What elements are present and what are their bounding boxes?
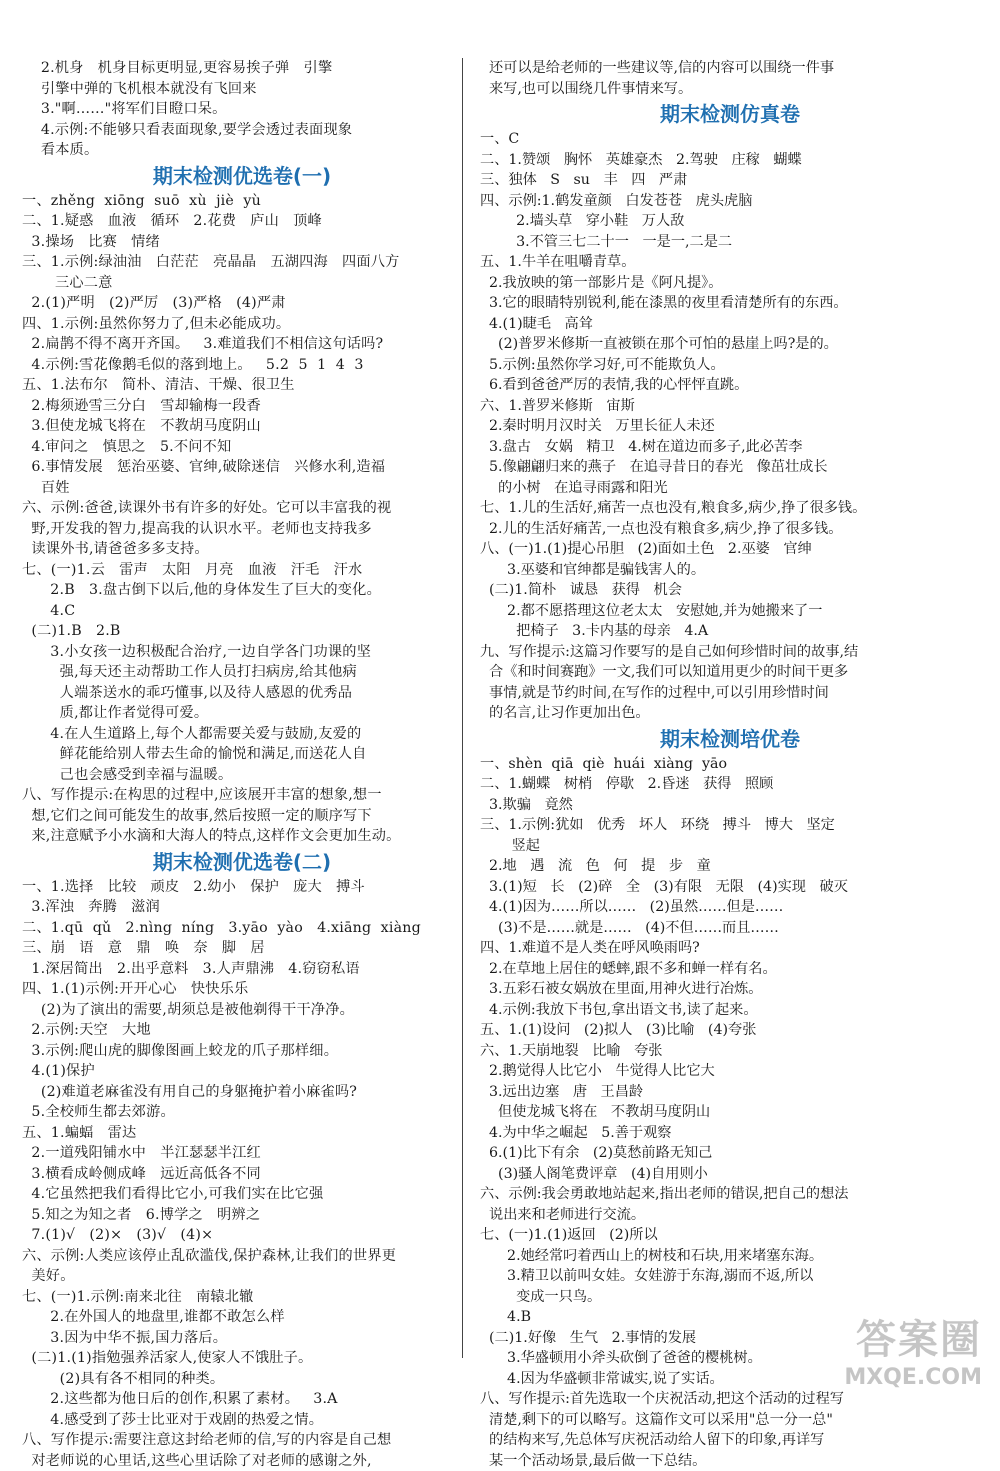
answer-line: 八、写作提示:在构思的过程中,应该展开丰富的想象,想一: [22, 785, 462, 806]
answer-line: 七、(一)1.(1)返回 (2)所以: [480, 1225, 980, 1246]
answer-line: 6.事情发展 惩治巫婆、官绅,破除迷信 兴修水利,造福: [22, 457, 462, 478]
answer-line: 来,注意赋予小水滴和大海人的特点,这样作文会更加生动。: [22, 826, 462, 847]
answer-line: 4.(1)因为……所以…… (2)虽然……但是……: [480, 897, 980, 918]
answer-line: 2.梅须逊雪三分白 雪却输梅一段香: [22, 396, 462, 417]
answer-line: 把椅子 3.卡内基的母亲 4.A: [480, 621, 980, 642]
answer-line: 三、1.示例:犹如 优秀 坏人 环绕 搏斗 博大 坚定: [480, 815, 980, 836]
answer-line: 的小树 在追寻雨露和阳光: [480, 478, 980, 499]
answer-line: 百姓: [22, 478, 462, 499]
answer-line: 2.扁鹊不得不离开齐国。 3.难道我们不相信这句话吗?: [22, 334, 462, 355]
answer-line: (二)1.B 2.B: [22, 621, 462, 642]
answer-line: 事情,就是节约时间,在写作的过程中,可以引用珍惜时间: [480, 683, 980, 704]
answer-line: 3.操场 比赛 情绪: [22, 232, 462, 253]
answer-line: (二)1.(1)指勉强养活家人,使家人不饿肚子。: [22, 1348, 462, 1369]
answer-line: 四、1.难道不是人类在呼风唤雨吗?: [480, 938, 980, 959]
answer-line: 4.(1)睫毛 高耸: [480, 314, 980, 335]
answer-line: 3.(1)短 长 (2)碎 全 (3)有限 无限 (4)实现 破灭: [480, 877, 980, 898]
answer-line: 来写,也可以围绕几件事情来写。: [480, 79, 980, 100]
answer-line: (二)1.简朴 诚恳 获得 机会: [480, 580, 980, 601]
answer-line: 想,它们之间可能发生的故事,然后按照一定的顺序写下: [22, 806, 462, 827]
answer-line: 2.在外国人的地盘里,谁都不敢怎么样: [22, 1307, 462, 1328]
answer-line: 一、shèn qiā qiè huái xiàng yāo: [480, 754, 980, 775]
answer-line: 4.审问之 慎思之 5.不问不知: [22, 437, 462, 458]
answer-line: 六、示例:我会勇敢地站起来,指出老师的错误,把自己的想法: [480, 1184, 980, 1205]
answer-line: 野,开发我的智力,提高我的认识水平。老师也支持我多: [22, 519, 462, 540]
answer-line: 3.因为中华不振,国力落后。: [22, 1328, 462, 1349]
answer-line: 人端茶送水的乖巧懂事,以及待人感恩的优秀品: [22, 683, 462, 704]
answer-line: 六、示例:爸爸,读课外书有许多的好处。它可以丰富我的视: [22, 498, 462, 519]
answer-line: 5.全校师生都去郊游。: [22, 1102, 462, 1123]
answer-line: 3.它的眼睛特别锐利,能在漆黑的夜里看清楚所有的东西。: [480, 293, 980, 314]
answer-line: 三、崩 语 意 鼎 唤 奈 脚 居: [22, 938, 462, 959]
answer-line: 5.知之为知之者 6.博学之 明辨之: [22, 1205, 462, 1226]
answer-line: 2.我放映的第一部影片是《阿凡提》。: [480, 273, 980, 294]
answer-line: 2.墙头草 穿小鞋 万人敌: [480, 211, 980, 232]
section-heading: 期末检测培优卷: [480, 724, 980, 754]
answer-line: 3.远出边塞 唐 王昌龄: [480, 1082, 980, 1103]
answer-line: 3.横看成岭侧成峰 远近高低各不同: [22, 1164, 462, 1185]
answer-line: 五、1.(1)设问 (2)拟人 (3)比喻 (4)夸张: [480, 1020, 980, 1041]
answer-line: 三、1.示例:绿油油 白茫茫 亮晶晶 五湖四海 四面八方: [22, 252, 462, 273]
answer-line: (2)难道老麻雀没有用自己的身躯掩护着小麻雀吗?: [22, 1082, 462, 1103]
answer-line: 变成一只鸟。: [480, 1287, 980, 1308]
answer-line: 4.示例:我放下书包,拿出语文书,读了起来。: [480, 1000, 980, 1021]
answer-line: 二、1.疑惑 血液 循环 2.花费 庐山 顶峰: [22, 211, 462, 232]
answer-line: (2)为了演出的需要,胡须总是被他剃得干干净净。: [22, 1000, 462, 1021]
answer-line: 4.示例:雪花像鹅毛似的落到地上。 5.2 5 1 4 3: [22, 355, 462, 376]
left-column: [22, 58, 462, 1471]
section-heading: 期末检测仿真卷: [480, 99, 980, 129]
answer-line: 2.都不愿搭理这位老太太 安慰她,并为她搬来了一: [480, 601, 980, 622]
answer-line: 五、1.法布尔 简朴、清洁、干燥、很卫生: [22, 375, 462, 396]
answer-line: 一、C: [480, 129, 980, 150]
answer-line: 四、1.示例:虽然你努力了,但未必能成功。: [22, 314, 462, 335]
answer-line: 4.B: [480, 1307, 980, 1328]
answer-line: 2.一道残阳铺水中 半江瑟瑟半江红: [22, 1143, 462, 1164]
answer-line: 4.C: [22, 601, 462, 622]
right-column: [480, 58, 980, 1471]
answer-line: 4.因为华盛顿非常诚实,说了实话。: [480, 1369, 980, 1390]
answer-line: (3)不是……就是…… (4)不但……而且……: [480, 918, 980, 939]
answer-line: 4.示例:不能够只看表面现象,要学会透过表面现象: [22, 120, 462, 141]
answer-line: 七、(一)1.示例:南来北往 南辕北辙: [22, 1287, 462, 1308]
answer-line: 4.为中华之崛起 5.善于观察: [480, 1123, 980, 1144]
answer-line: 二、1.蝴蝶 树梢 停歇 2.昏迷 获得 照顾: [480, 774, 980, 795]
answer-line: 二、1.赞颂 胸怀 英雄豪杰 2.驾驶 庄稼 蝴蝶: [480, 150, 980, 171]
answer-line: 三、独体 S su 丰 四 严肃: [480, 170, 980, 191]
watermark-logo: 答案圈: [782, 1308, 982, 1365]
answer-line: 4.它虽然把我们看得比它小,可我们实在比它强: [22, 1184, 462, 1205]
answer-line: 3.精卫以前叫女娃。女娃游于东海,溺而不返,所以: [480, 1266, 980, 1287]
answer-line: 3."啊……"将军们目瞪口呆。: [22, 99, 462, 120]
answer-line: 对老师说的心里话,这些心里话除了对老师的感谢之外,: [22, 1451, 462, 1471]
answer-line: 清楚,剩下的可以略写。这篇作文可以采用"总一分一总": [480, 1410, 980, 1431]
answer-line: (二)1.好像 生气 2.事情的发展: [480, 1328, 980, 1349]
answer-line: 2.她经常叼着西山上的树枝和石块,用来堵塞东海。: [480, 1246, 980, 1267]
answer-line: 5.示例:虽然你学习好,可不能欺负人。: [480, 355, 980, 376]
answer-line: 美好。: [22, 1266, 462, 1287]
section-heading: 期末检测优选卷(二): [22, 847, 462, 877]
answer-line: 2.(1)严明 (2)严厉 (3)严格 (4)严肃: [22, 293, 462, 314]
answer-line: 八、写作提示:首先选取一个庆祝活动,把这个活动的过程写: [480, 1389, 980, 1410]
answer-line: 3.巫婆和官绅都是骗钱害人的。: [480, 560, 980, 581]
answer-line: 3.盘古 女娲 精卫 4.树在道边而多子,此必苦李: [480, 437, 980, 458]
answer-line: 3.华盛顿用小斧头砍倒了爸爸的樱桃树。: [480, 1348, 980, 1369]
answer-line: 的名言,让习作更加出色。: [480, 703, 980, 724]
answer-line: 3.但使龙城飞将在 不教胡马度阴山: [22, 416, 462, 437]
answer-line: 己也会感受到幸福与温暖。: [22, 765, 462, 786]
answer-line: 六、1.普罗米修斯 宙斯: [480, 396, 980, 417]
answer-line: 看本质。: [22, 140, 462, 161]
answer-line: 九、写作提示:这篇习作要写的是自己如何珍惜时间的故事,结: [480, 642, 980, 663]
answer-line: 八、(一)1.(1)提心吊胆 (2)面如土色 2.巫婆 官绅: [480, 539, 980, 560]
answer-line: 一、zhěng xiōng suō xù jiè yù: [22, 191, 462, 212]
answer-line: 2.鹅觉得人比它小 牛觉得人比它大: [480, 1061, 980, 1082]
column-divider: [462, 58, 463, 1358]
answer-line: 八、写作提示:需要注意这封给老师的信,写的内容是自己想: [22, 1430, 462, 1451]
answer-line: 6.(1)比下有余 (2)莫愁前路无知己: [480, 1143, 980, 1164]
answer-line: 五、1.蝙蝠 雷达: [22, 1123, 462, 1144]
answer-line: 二、1.qū qǔ 2.nìng níng 3.yāo yào 4.xiāng xiàng: [22, 918, 462, 939]
answer-line: 读课外书,请爸爸多多支持。: [22, 539, 462, 560]
answer-line: 7.(1)√ (2)× (3)√ (4)×: [22, 1225, 462, 1246]
answer-line: 4.(1)保护: [22, 1061, 462, 1082]
answer-line: 3.不管三七二十一 一是一,二是二: [480, 232, 980, 253]
answer-line: 2.机身 机身目标更明显,更容易挨子弹 引擎: [22, 58, 462, 79]
answer-line: 七、(一)1.云 雷声 太阳 月亮 血液 汗毛 汗水: [22, 560, 462, 581]
answer-line: 但使龙城飞将在 不教胡马度阴山: [480, 1102, 980, 1123]
answer-line: 2.这些都为他日后的创作,积累了素材。 3.A: [22, 1389, 462, 1410]
answer-line: 六、1.天崩地裂 比喻 夸张: [480, 1041, 980, 1062]
answer-line: 鲜花能给别人带去生命的愉悦和满足,而送花人自: [22, 744, 462, 765]
answer-line: 2.儿的生活好痛苦,一点也没有粮食多,病少,挣了很多钱。: [480, 519, 980, 540]
answer-line: 2.在草地上居住的蟋蟀,跟不多和蝉一样有名。: [480, 959, 980, 980]
answer-line: 5.像翩翩归来的燕子 在追寻昔日的春光 像茁壮成长: [480, 457, 980, 478]
answer-line: 三心二意: [22, 273, 462, 294]
watermark: [782, 1308, 982, 1390]
answer-line: 四、1.(1)示例:开开心心 快快乐乐: [22, 979, 462, 1000]
answer-line: 强,每天还主动帮助工作人员打扫病房,给其他病: [22, 662, 462, 683]
answer-line: (2)普罗米修斯一直被锁在那个可怕的悬崖上吗?是的。: [480, 334, 980, 355]
answer-line: 竖起: [480, 836, 980, 857]
answer-line: 3.示例:爬山虎的脚像图画上蛟龙的爪子那样细。: [22, 1041, 462, 1062]
answer-line: 还可以是给老师的一些建议等,信的内容可以围绕一件事: [480, 58, 980, 79]
answer-line: 1.深居简出 2.出乎意料 3.人声鼎沸 4.窃窃私语: [22, 959, 462, 980]
answer-line: 4.在人生道路上,每个人都需要关爱与鼓励,友爱的: [22, 724, 462, 745]
answer-line: 四、示例:1.鹤发童颜 白发苍苍 虎头虎脑: [480, 191, 980, 212]
watermark-url: MXQE.COM: [782, 1365, 982, 1390]
answer-line: 合《和时间赛跑》一文,我们可以知道用更少的时间干更多: [480, 662, 980, 683]
answer-line: 引擎中弹的飞机根本就没有飞回来: [22, 79, 462, 100]
answer-line: 3.小女孩一边积极配合治疗,一边自学各门功课的坚: [22, 642, 462, 663]
answer-line: 六、示例:人类应该停止乱砍滥伐,保护森林,让我们的世界更: [22, 1246, 462, 1267]
answer-line: 五、1.牛羊在咀嚼青草。: [480, 252, 980, 273]
answer-line: 2.地 遇 流 色 何 提 步 童: [480, 856, 980, 877]
answer-line: 4.感受到了莎士比亚对于戏剧的热爱之情。: [22, 1410, 462, 1431]
answer-line: 某一个活动场景,最后做一下总结。: [480, 1451, 980, 1471]
answer-line: 2.B 3.盘古倒下以后,他的身体发生了巨大的变化。: [22, 580, 462, 601]
answer-line: (3)骚人阁笔费评章 (4)自用则小: [480, 1164, 980, 1185]
answer-line: (2)具有各不相同的种类。: [22, 1369, 462, 1390]
answer-line: 2.示例:天空 大地: [22, 1020, 462, 1041]
answer-line: 2.秦时明月汉时关 万里长征人未还: [480, 416, 980, 437]
answer-line: 说出来和老师进行交流。: [480, 1205, 980, 1226]
answer-line: 6.看到爸爸严厉的表情,我的心怦怦直跳。: [480, 375, 980, 396]
answer-line: 3.欺骗 竟然: [480, 795, 980, 816]
answer-line: 的结构来写,先总体写庆祝活动给人留下的印象,再详写: [480, 1430, 980, 1451]
answer-line: 质,都让作者觉得可爱。: [22, 703, 462, 724]
answer-line: 一、1.选择 比较 顽皮 2.幼小 保护 庞大 搏斗: [22, 877, 462, 898]
answer-line: 3.五彩石被女娲放在里面,用神火进行冶炼。: [480, 979, 980, 1000]
answer-line: 3.浑浊 奔腾 滋润: [22, 897, 462, 918]
section-heading: 期末检测优选卷(一): [22, 161, 462, 191]
answer-line: 七、1.儿的生活好,痛苦一点也没有,粮食多,病少,挣了很多钱。: [480, 498, 980, 519]
